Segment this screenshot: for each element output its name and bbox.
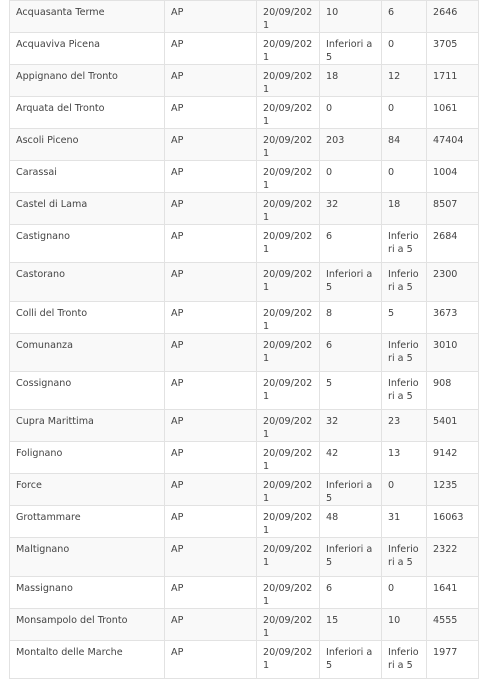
province-cell: AP	[165, 1, 257, 33]
table-row	[10, 263, 479, 302]
table-row	[10, 97, 479, 129]
recovered-cell: 0	[382, 33, 427, 65]
total-cell: 16063	[427, 506, 479, 538]
total-cell: 1061	[427, 97, 479, 129]
date-cell: 20/09/2021	[257, 334, 320, 372]
province-cell: AP	[165, 263, 257, 302]
positives-cell: 48	[320, 506, 382, 538]
date-cell: 20/09/2021	[257, 193, 320, 225]
date-cell: 20/09/2021	[257, 302, 320, 334]
municipality-cell: Cupra Marittima	[10, 410, 165, 442]
positives-cell: 42	[320, 442, 382, 474]
table-row	[10, 161, 479, 193]
total-cell: 1641	[427, 577, 479, 609]
total-cell: 2684	[427, 225, 479, 263]
table-row	[10, 538, 479, 577]
municipality-cell: Castel di Lama	[10, 193, 165, 225]
municipality-cell: Appignano del Tronto	[10, 65, 165, 97]
date-cell: 20/09/2021	[257, 33, 320, 65]
province-cell: AP	[165, 97, 257, 129]
recovered-cell: 18	[382, 193, 427, 225]
table-row	[10, 193, 479, 225]
recovered-cell: 0	[382, 474, 427, 506]
table-row	[10, 302, 479, 334]
total-cell: 3673	[427, 302, 479, 334]
province-cell: AP	[165, 474, 257, 506]
positives-cell: Inferiori a 5	[320, 33, 382, 65]
total-cell: 1711	[427, 65, 479, 97]
total-cell: 5401	[427, 410, 479, 442]
recovered-cell: 84	[382, 129, 427, 161]
date-cell: 20/09/2021	[257, 442, 320, 474]
date-cell: 20/09/2021	[257, 372, 320, 410]
municipality-cell: Comunanza	[10, 334, 165, 372]
total-cell: 3010	[427, 334, 479, 372]
total-cell: 2300	[427, 263, 479, 302]
table-row	[10, 410, 479, 442]
date-cell: 20/09/2021	[257, 225, 320, 263]
municipality-cell: Ascoli Piceno	[10, 129, 165, 161]
positives-cell: Inferiori a 5	[320, 474, 382, 506]
municipalities-table-container	[9, 0, 478, 679]
municipality-cell: Monsampolo del Tronto	[10, 609, 165, 641]
province-cell: AP	[165, 334, 257, 372]
date-cell: 20/09/2021	[257, 161, 320, 193]
recovered-cell: 31	[382, 506, 427, 538]
province-cell: AP	[165, 129, 257, 161]
date-cell: 20/09/2021	[257, 506, 320, 538]
recovered-cell: 10	[382, 609, 427, 641]
recovered-cell: 6	[382, 1, 427, 33]
positives-cell: 18	[320, 65, 382, 97]
municipality-cell: Castorano	[10, 263, 165, 302]
total-cell: 2646	[427, 1, 479, 33]
municipalities-table	[9, 0, 479, 679]
recovered-cell: Inferiori a 5	[382, 538, 427, 577]
recovered-cell: 0	[382, 577, 427, 609]
positives-cell: 0	[320, 97, 382, 129]
province-cell: AP	[165, 65, 257, 97]
municipality-cell: Acquasanta Terme	[10, 1, 165, 33]
positives-cell: Inferiori a 5	[320, 263, 382, 302]
province-cell: AP	[165, 538, 257, 577]
total-cell: 9142	[427, 442, 479, 474]
table-row	[10, 334, 479, 372]
municipality-cell: Force	[10, 474, 165, 506]
date-cell: 20/09/2021	[257, 474, 320, 506]
recovered-cell: Inferiori a 5	[382, 372, 427, 410]
recovered-cell: 12	[382, 65, 427, 97]
table-row	[10, 506, 479, 538]
positives-cell: 6	[320, 334, 382, 372]
municipality-cell: Maltignano	[10, 538, 165, 577]
positives-cell: 32	[320, 193, 382, 225]
recovered-cell: Inferiori a 5	[382, 225, 427, 263]
municipality-cell: Folignano	[10, 442, 165, 474]
province-cell: AP	[165, 506, 257, 538]
date-cell: 20/09/2021	[257, 641, 320, 679]
table-row	[10, 225, 479, 263]
date-cell: 20/09/2021	[257, 577, 320, 609]
province-cell: AP	[165, 410, 257, 442]
recovered-cell: 0	[382, 97, 427, 129]
table-row	[10, 65, 479, 97]
municipality-cell: Montalto delle Marche	[10, 641, 165, 679]
date-cell: 20/09/2021	[257, 538, 320, 577]
table-row	[10, 1, 479, 33]
positives-cell: 32	[320, 410, 382, 442]
total-cell: 47404	[427, 129, 479, 161]
date-cell: 20/09/2021	[257, 410, 320, 442]
table-row	[10, 129, 479, 161]
province-cell: AP	[165, 161, 257, 193]
province-cell: AP	[165, 193, 257, 225]
municipality-cell: Massignano	[10, 577, 165, 609]
positives-cell: 203	[320, 129, 382, 161]
municipality-cell: Castignano	[10, 225, 165, 263]
total-cell: 3705	[427, 33, 479, 65]
table-row	[10, 33, 479, 65]
positives-cell: Inferiori a 5	[320, 641, 382, 679]
total-cell: 908	[427, 372, 479, 410]
province-cell: AP	[165, 302, 257, 334]
province-cell: AP	[165, 442, 257, 474]
positives-cell: 5	[320, 372, 382, 410]
municipality-cell: Cossignano	[10, 372, 165, 410]
recovered-cell: 13	[382, 442, 427, 474]
municipality-cell: Grottammare	[10, 506, 165, 538]
table-row	[10, 474, 479, 506]
positives-cell: 6	[320, 225, 382, 263]
total-cell: 1977	[427, 641, 479, 679]
recovered-cell: 5	[382, 302, 427, 334]
date-cell: 20/09/2021	[257, 129, 320, 161]
total-cell: 2322	[427, 538, 479, 577]
municipality-cell: Carassai	[10, 161, 165, 193]
table-row	[10, 577, 479, 609]
date-cell: 20/09/2021	[257, 97, 320, 129]
total-cell: 1235	[427, 474, 479, 506]
recovered-cell: Inferiori a 5	[382, 334, 427, 372]
date-cell: 20/09/2021	[257, 609, 320, 641]
province-cell: AP	[165, 372, 257, 410]
total-cell: 4555	[427, 609, 479, 641]
table-body	[10, 1, 479, 679]
recovered-cell: Inferiori a 5	[382, 263, 427, 302]
recovered-cell: Inferiori a 5	[382, 641, 427, 679]
municipality-cell: Colli del Tronto	[10, 302, 165, 334]
total-cell: 8507	[427, 193, 479, 225]
positives-cell: 15	[320, 609, 382, 641]
positives-cell: Inferiori a 5	[320, 538, 382, 577]
date-cell: 20/09/2021	[257, 1, 320, 33]
municipality-cell: Arquata del Tronto	[10, 97, 165, 129]
province-cell: AP	[165, 33, 257, 65]
province-cell: AP	[165, 609, 257, 641]
total-cell: 1004	[427, 161, 479, 193]
positives-cell: 0	[320, 161, 382, 193]
table-row	[10, 609, 479, 641]
table-row	[10, 641, 479, 679]
positives-cell: 6	[320, 577, 382, 609]
table-row	[10, 372, 479, 410]
province-cell: AP	[165, 225, 257, 263]
positives-cell: 8	[320, 302, 382, 334]
positives-cell: 10	[320, 1, 382, 33]
date-cell: 20/09/2021	[257, 65, 320, 97]
province-cell: AP	[165, 641, 257, 679]
recovered-cell: 23	[382, 410, 427, 442]
municipality-cell: Acquaviva Picena	[10, 33, 165, 65]
recovered-cell: 0	[382, 161, 427, 193]
province-cell: AP	[165, 577, 257, 609]
table-row	[10, 442, 479, 474]
date-cell: 20/09/2021	[257, 263, 320, 302]
